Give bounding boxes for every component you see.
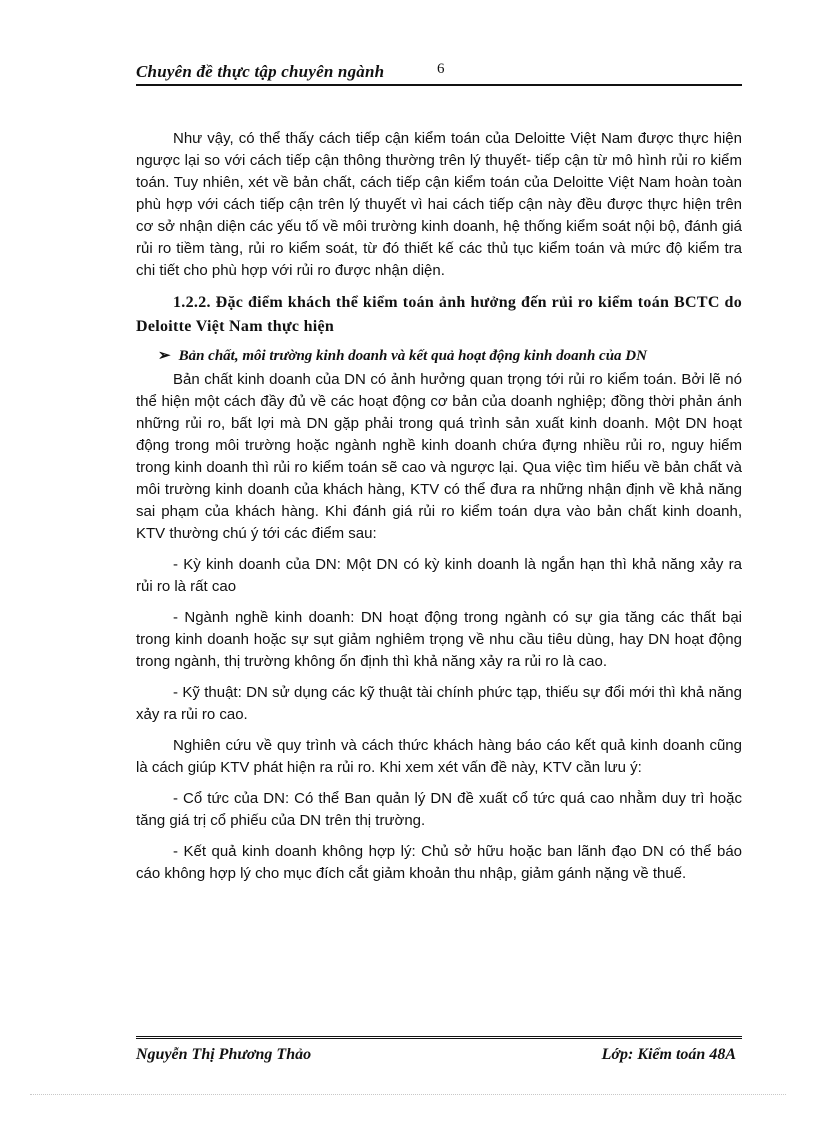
document-body bbox=[136, 128, 742, 885]
section-heading: 1.2.2. Đặc điểm khách thể kiểm toán ảnh hưởng đến rủi ro kiểm toán BCTC do Deloitte Việt Nam thực hiện bbox=[136, 294, 742, 335]
page-bottom-divider bbox=[30, 1094, 786, 1095]
paragraph-business-nature: Bản chất kinh doanh của DN có ảnh hưởng quan trọng tới rủi ro kiểm toán. Bởi lẽ nó thể hiện một cách đầy đủ về các hoạt động cơ bản của doanh nghiệp; đồng thời phản ánh những rủi ro, bất lợi mà DN gặp phải trong quá trình sản xuất kinh doanh. Một DN hoạt động trong môi trường hoặc ngành nghề kinh doanh chứa đựng nhiều rủi ro, nguy hiểm trong kinh doanh thì rủi ro kiểm toán sẽ cao và ngược lại. Qua việc tìm hiểu về bản chất và môi trường kinh doanh của khách hàng, KTV có thể đưa ra những nhận định về khả năng sai phạm của khách hàng. Khi đánh giá rủi ro kiểm toán dựa vào bản chất kinh doanh, KTV thường chú ý tới các điểm sau: bbox=[136, 371, 742, 542]
paragraph-reporting-process: Nghiên cứu về quy trình và cách thức khách hàng báo cáo kết quả kinh doanh cũng là cách giúp KTV phát hiện ra rủi ro. Khi xem xét vấn đề này, KTV cần lưu ý: bbox=[136, 737, 742, 776]
bullet-subheading bbox=[136, 345, 742, 367]
header-title: Chuyên đề thực tập chuyên ngành bbox=[136, 62, 385, 81]
bullet-subheading-text: Bản chất, môi trường kinh doanh và kết quả hoạt động kinh doanh của DN bbox=[178, 348, 647, 364]
paragraph-approach-summary: Như vậy, có thể thấy cách tiếp cận kiểm toán của Deloitte Việt Nam được thực hiện ngược lại so với cách tiếp cận thông thường trên lý thuyết- tiếp cận từ mô hình rủi ro kiểm toán. Tuy nhiên, xét về bản chất, cách tiếp cận kiểm toán của Deloitte Việt Nam hoàn toàn phù hợp với cách tiếp cận trên lý thuyết vì hai cách tiếp cận này đều được thực hiện trên cơ sở nhận diện các yếu tố về môi trường kinh doanh, hệ thống kiểm soát nội bộ, đánh giá rủi ro tiềm tàng, rủi ro kiểm soát, từ đó thiết kế các thủ tục kiểm toán và mức độ kiểm tra chi tiết cho phù hợp với rủi ro được nhận diện. bbox=[136, 130, 742, 279]
list-item-technique: - Kỹ thuật: DN sử dụng các kỹ thuật tài chính phức tạp, thiếu sự đổi mới thì khả năng xảy ra rủi ro cao. bbox=[136, 684, 742, 723]
page-header bbox=[136, 58, 742, 86]
page-number: 6 bbox=[437, 61, 445, 77]
list-item-industry: - Ngành nghề kinh doanh: DN hoạt động trong ngành có sự gia tăng các thất bại trong kinh doanh hoặc sự sụt giảm nghiêm trọng về nhu cầu tiêu dùng, hay DN hoạt động trong ngành, thị trường không ổn định thì khả năng xảy ra rủi ro là cao. bbox=[136, 609, 742, 670]
footer-author: Nguyễn Thị Phương Thảo bbox=[136, 1046, 312, 1063]
footer-class: Lớp: Kiểm toán 48A bbox=[601, 1046, 736, 1063]
arrow-bullet-icon: ➢ bbox=[158, 348, 171, 364]
page-footer bbox=[136, 1036, 742, 1069]
list-item-unreasonable-results: - Kết quả kinh doanh không hợp lý: Chủ sở hữu hoặc ban lãnh đạo DN có thể báo cáo không hợp lý cho mục đích cắt giảm khoản thu nhập, giảm gánh nặng về thuế. bbox=[136, 843, 742, 882]
list-item-dividends: - Cổ tức của DN: Có thể Ban quản lý DN đề xuất cổ tức quá cao nhằm duy trì hoặc tăng giá trị cổ phiếu của DN trên thị trường. bbox=[136, 790, 742, 829]
list-item-business-period: - Kỳ kinh doanh của DN: Một DN có kỳ kinh doanh là ngắn hạn thì khả năng xảy ra rủi ro là rất cao bbox=[136, 556, 742, 595]
